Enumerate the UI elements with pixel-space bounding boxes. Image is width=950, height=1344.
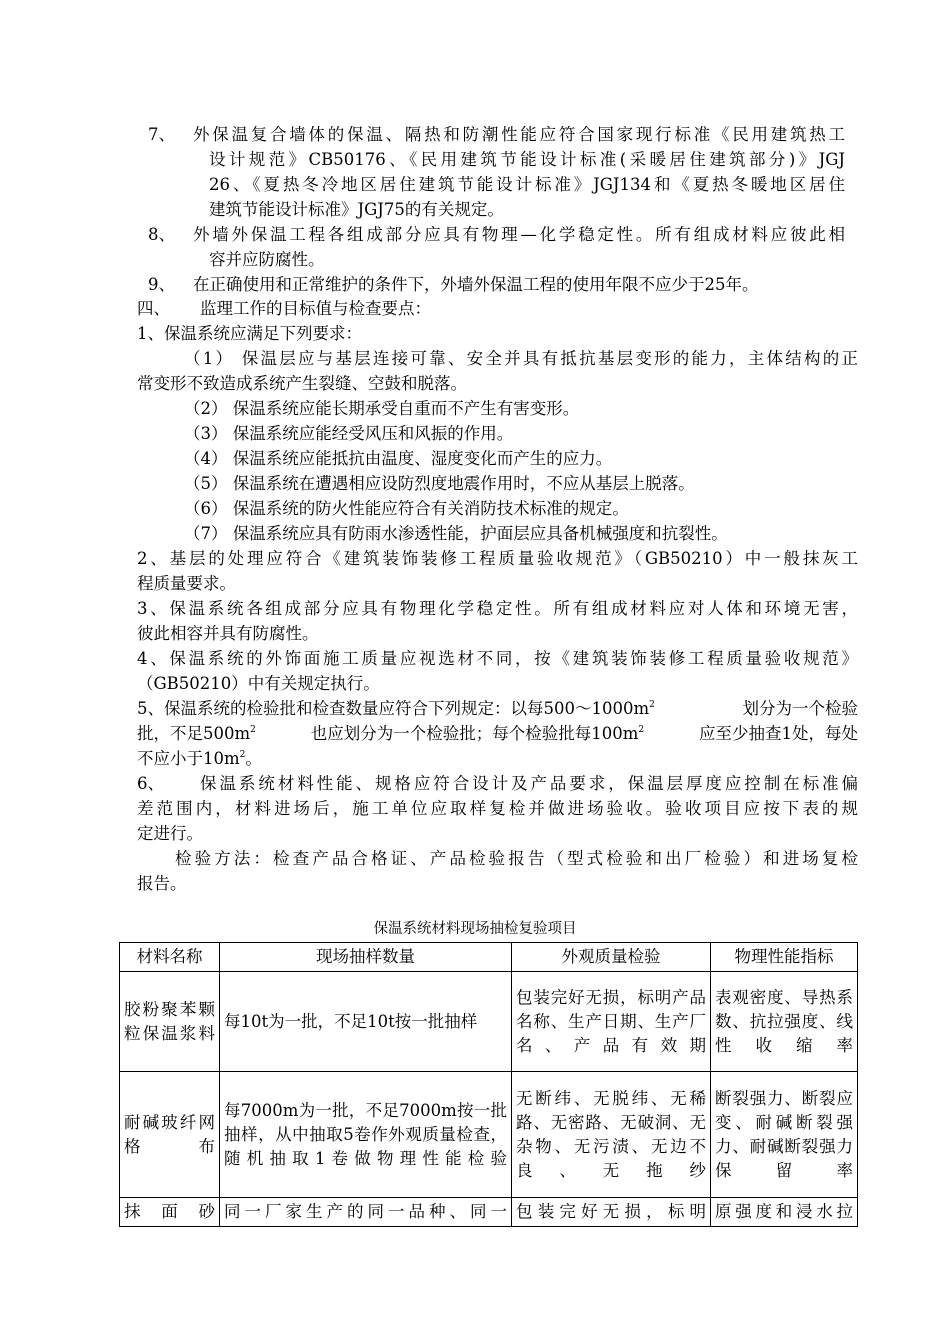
inspection-table <box>119 942 858 1227</box>
table-cell: 同一厂家生产的同一品种、同一 <box>220 1198 512 1227</box>
item-7-line-4: 建筑节能设计标准》JGJ75的有关规定。 <box>209 200 504 219</box>
item-7-line-1: 外保温复合墙体的保温、隔热和防潮性能应符合国家现行标准《民用建筑热工 <box>193 125 845 144</box>
point-3-line-2: 彼此相容并具有防腐性。 <box>137 624 319 643</box>
superscript: 2 <box>638 725 645 735</box>
point-5-text-2a: 批，不足500m <box>137 724 251 743</box>
item-7-line-3: 26、《夏热冬冷地区居住建筑节能设计标准》JGJ134和《夏热冬暖地区居住 <box>209 175 845 194</box>
point-2-line-1: 2、基层的处理应符合《建筑装饰装修工程质量验收规范》（GB50210）中一般抹灰工 <box>137 549 858 568</box>
table-cell: 抹面砂 <box>120 1198 220 1227</box>
item-7-number: 7、 <box>148 125 175 144</box>
point-1-sub-6: （6） 保温系统的防火性能应符合有关消防技术标准的规定。 <box>184 499 629 518</box>
point-1-sub-1-line-1: （1） 保温层应与基层连接可靠、安全并具有抵抗基层变形的能力，主体结构的正 <box>184 349 858 368</box>
point-1-sub-4: （4） 保温系统应能抵抗由温度、湿度变化而产生的应力。 <box>184 449 613 468</box>
point-1-sub-7: （7） 保温系统应具有防雨水渗透性能，护面层应具备机械强度和抗裂性。 <box>184 524 728 543</box>
inspection-method-line-2: 报告。 <box>137 874 187 893</box>
point-6-number: 6、 <box>137 774 164 793</box>
point-6-line-2: 差范围内，材料进场后，施工单位应取样复检并做进场验收。验收项目应按下表的规 <box>137 799 858 818</box>
point-5-text-3a: 不应小于10m <box>137 749 240 768</box>
superscript: 2 <box>250 725 256 735</box>
section-4-number: 四、 <box>137 299 170 318</box>
table-cell: 包装完好无损，标明产品名称、生产日期、生产厂名、产品有效期 <box>512 972 711 1072</box>
point-3-line-1: 3、保温系统各组成部分应具有物理化学稳定性。所有组成材料应对人体和环境无害， <box>137 599 858 618</box>
point-5-text-2b: 也应划分为一个检验批；每个检验批每100m <box>310 724 639 743</box>
point-5-text-1a: 5、保温系统的检验批和检查数量应符合下列规定：以每500～1000m <box>137 699 650 718</box>
header-appearance-check: 外观质量检验 <box>512 943 711 972</box>
inspection-method-line-1: 检验方法：检查产品合格证、产品检验报告（型式检验和出厂检验）和进场复检 <box>175 849 858 868</box>
item-7-line-2: 设计规范》CB50176、《民用建筑节能设计标准(采暖居住建筑部分)》JGJ <box>209 150 845 169</box>
table-cell: 包装完好无损，标明 <box>512 1198 711 1227</box>
item-9-number: 9、 <box>148 275 175 294</box>
table-cell: 每7000m为一批，不足7000m按一批抽样，从中抽取5卷作外观质量检查，随机抽取1卷做物理性能检验 <box>220 1072 512 1198</box>
point-5-text-3b: 。 <box>245 749 262 768</box>
header-sample-quantity: 现场抽样数量 <box>220 943 512 972</box>
item-9-line-1: 在正确使用和正常维护的条件下，外墙外保温工程的使用年限不应少于25年。 <box>193 275 759 294</box>
point-5-line-2 <box>137 722 858 746</box>
point-1-sub-5: （5） 保温系统在遭遇相应设防烈度地震作用时，不应从基层上脱落。 <box>184 474 695 493</box>
table-caption: 保温系统材料现场抽检复验项目 <box>373 921 577 937</box>
table-header-row <box>120 943 858 972</box>
table-cell: 无断纬、无脱纬、无稀路、无密路、无破洞、无杂物、无污渍、无边不良、无拖纱 <box>512 1072 711 1198</box>
point-5-line-3 <box>137 747 262 771</box>
section-4-title: 监理工作的目标值与检查要点： <box>200 299 431 318</box>
point-5-text-2c: 应至少抽查1处，每处 <box>699 724 858 743</box>
table-cell: 每10t为一批，不足10t按一批抽样 <box>220 972 512 1072</box>
header-physical-indicators: 物理性能指标 <box>711 943 858 972</box>
item-8-line-1: 外墙外保温工程各组成部分应具有物理—化学稳定性。所有组成材料应彼此相 <box>193 225 845 244</box>
table-row <box>120 1072 858 1198</box>
table-row <box>120 972 858 1072</box>
table-cell: 断裂强力、断裂应变、耐碱断裂强力、耐碱断裂强力保留率 <box>711 1072 858 1198</box>
point-6-line-3: 定进行。 <box>137 824 203 843</box>
point-5-text-1b: 划分为一个检验 <box>742 699 858 718</box>
point-1-sub-3: （3） 保温系统应能经受风压和风振的作用。 <box>184 424 514 443</box>
point-4-line-1: 4、保温系统的外饰面施工质量应视选材不同，按《建筑装饰装修工程质量验收规范》 <box>137 649 858 668</box>
superscript: 2 <box>649 700 655 710</box>
point-1-sub-2: （2） 保温系统应能长期承受自重而不产生有害变形。 <box>184 399 580 418</box>
table-cell: 耐碱玻纤网格布 <box>120 1072 220 1198</box>
item-8-number: 8、 <box>148 225 175 244</box>
point-5-line-1 <box>137 697 858 721</box>
table-row <box>120 1198 858 1227</box>
point-1-sub-1-line-2: 常变形不致造成系统产生裂缝、空鼓和脱落。 <box>137 374 467 393</box>
point-2-line-2: 程质量要求。 <box>137 574 236 593</box>
superscript: 2 <box>239 750 246 760</box>
table-cell: 表观密度、导热系数、抗拉强度、线性收缩率 <box>711 972 858 1072</box>
point-1-title: 1、保温系统应满足下列要求： <box>137 324 362 343</box>
item-8-line-2: 容并应防腐性。 <box>209 250 325 269</box>
point-6-line-1: 保温系统材料性能、规格应符合设计及产品要求，保温层厚度应控制在标准偏 <box>200 774 858 793</box>
point-4-line-2: （GB50210）中有关规定执行。 <box>137 674 380 693</box>
table-cell: 胶粉聚苯颗粒保温浆料 <box>120 972 220 1072</box>
header-material-name: 材料名称 <box>120 943 220 972</box>
table-cell: 原强度和浸水拉 <box>711 1198 858 1227</box>
